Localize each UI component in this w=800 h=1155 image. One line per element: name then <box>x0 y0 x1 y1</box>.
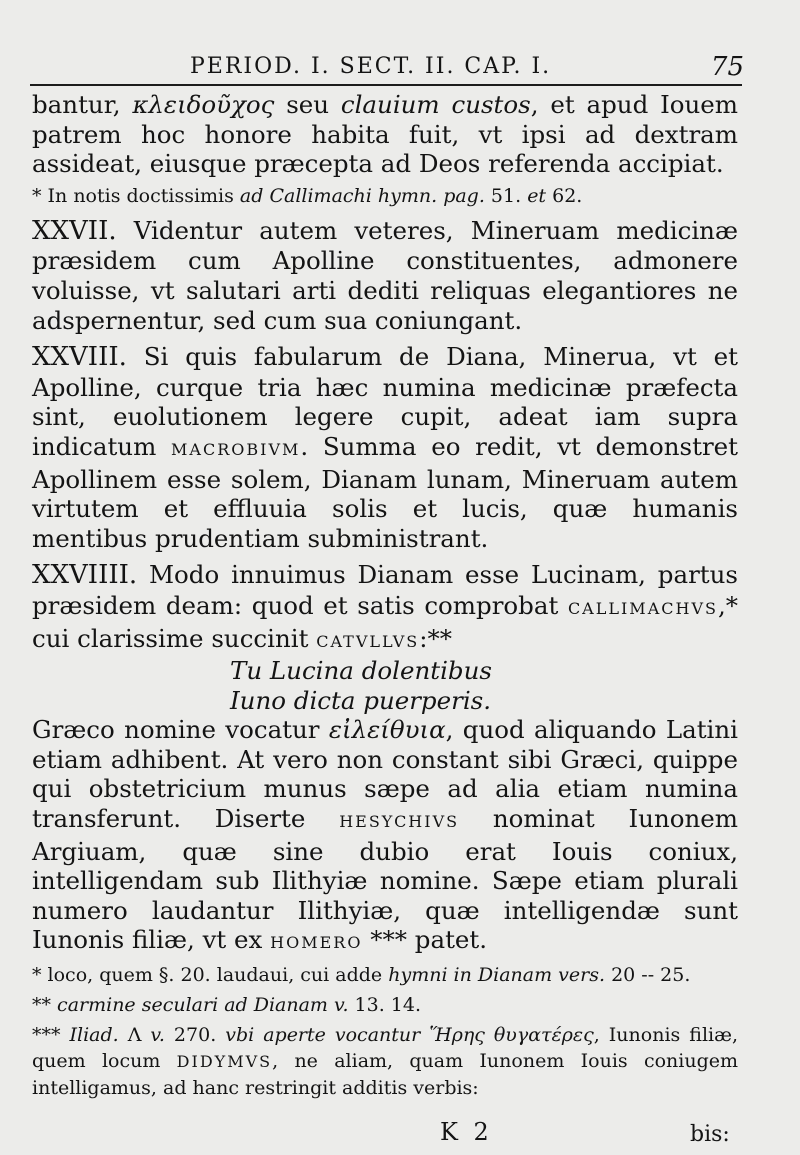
text-run: Iuno dicta puerperis. <box>230 685 492 715</box>
section-number: XXVIIII. <box>32 560 138 591</box>
text-run: carmine seculari ad Dianam v. <box>57 994 349 1017</box>
text-run: Tu Lucina dolentibus <box>230 656 492 686</box>
text-run: Λ <box>118 1024 151 1047</box>
footnote <box>32 183 738 209</box>
text-run: * In notis doctissimis <box>32 184 240 207</box>
running-head: PERIOD. I. SECT. II. CAP. I. <box>190 54 552 79</box>
text-run: 270. <box>164 1024 226 1047</box>
section-number: XXVII. <box>32 215 117 246</box>
footnote <box>32 962 738 988</box>
signature-mark: K 2 <box>440 1118 493 1146</box>
paragraph <box>32 90 738 179</box>
text-run: Videntur autem veteres, Mineruam medicinæ præsidem cum Apolline constituentes, admonere voluisse, vt salutari arti dediti reliquas elegantiores ne adspernentur, sed cum sua coniungant. <box>32 215 738 335</box>
section-number: XXVIII. <box>32 342 127 373</box>
text-run: Iliad. <box>69 1024 119 1047</box>
text-run: et <box>527 184 547 207</box>
verse-line <box>32 656 738 686</box>
section-paragraph <box>32 342 738 553</box>
section-paragraph <box>32 216 738 335</box>
text-run: Ἥρης θυγατέρες <box>429 1024 594 1047</box>
text-run: ad Callimachi hymn. pag. <box>239 184 485 207</box>
text-run: Si quis fabularum de Diana, Minerua, vt et Apolline, curque tria hæc numina medicinæ præfecta sint, euolutionem legere cupit, adeat iam supra indicatum <box>32 342 738 461</box>
page-body <box>32 90 738 1101</box>
text-run: , quod aliquando Latini etiam adhibent. At vero non constant sibi Græci, quippe qui obstetricium munus sæpe ad alia etiam numina transferunt. Diserte <box>32 715 738 834</box>
verse-line <box>32 686 738 716</box>
text-run: . Summa eo redit, vt demonstret Apollinem esse solem, Dianam lunam, Mineruam autem virtutem et effluuia solis et lucis, quæ humanis mentibus prudentiam subministrant. <box>32 431 738 553</box>
text-run: hymni in Dianam vers. <box>388 964 606 987</box>
text-run: ,* cui clarissime succinit <box>32 590 738 653</box>
text-run: v. <box>150 1024 165 1047</box>
section-paragraph <box>32 560 738 656</box>
text-run: κλειδοῦχος <box>132 90 275 119</box>
text-run: 51. <box>484 184 528 207</box>
catchword: bis: <box>690 1122 730 1147</box>
header-rule <box>30 84 742 86</box>
small-caps-name: MACROBIVM <box>171 439 301 459</box>
small-caps-name: HOMERO <box>270 933 363 953</box>
footnote <box>32 992 738 1018</box>
text-run: vbi aperte vocantur <box>225 1024 421 1047</box>
page-header <box>30 50 750 84</box>
text-run: *** patet. <box>362 925 488 955</box>
text-run: , et apud Iouem patrem hoc honore habita fuit, vt ipsi ad dextram assideat, eiusque præcepta ad Deos referenda accipiat. <box>32 90 739 179</box>
paragraph <box>32 715 738 958</box>
text-run: 62. <box>546 184 583 207</box>
small-caps-name: CATVLLVS <box>316 631 420 651</box>
text-run: bantur, <box>32 90 133 119</box>
text-run: Modo innuimus Dianam esse Lucinam, partus præsidem deam: quod et satis comprobat <box>32 560 738 620</box>
small-caps-name: HESYCHIVS <box>339 812 460 832</box>
text-run: clauium custos <box>340 90 531 119</box>
text-run: εἰλείθυια <box>328 715 446 745</box>
small-caps-name: DIDYMVS <box>176 1052 273 1072</box>
text-run: seu <box>274 90 341 119</box>
text-run: * loco, quem §. 20. laudaui, cui adde <box>32 964 389 987</box>
text-run: 20 -- 25. <box>605 964 691 987</box>
text-run: ** <box>32 994 58 1017</box>
text-run: :** <box>419 623 452 653</box>
footnote <box>32 1022 738 1101</box>
text-run: *** <box>32 1024 70 1047</box>
text-run: , ne aliam, quam Iunonem Iouis coniugem intelligamus, ad hanc restringit additis verbis: <box>32 1050 738 1100</box>
text-run: nominat Iunonem Argiuam, quæ sine dubio erat Iouis coniux, intelligendam sub Ilithyiæ nomine. Sæpe etiam plurali numero laudantur Ilithyiæ, quæ intelligendæ sunt Iunonis filiæ, vt ex <box>32 804 739 955</box>
text-run: 13. 14. <box>348 994 422 1017</box>
text-run: Græco nomine vocatur <box>32 715 329 745</box>
page-number: 75 <box>710 52 744 82</box>
text-run: , Iunonis filiæ, quem locum <box>32 1024 738 1073</box>
small-caps-name: CALLIMACHVS <box>567 598 718 618</box>
text-run <box>420 1024 429 1046</box>
